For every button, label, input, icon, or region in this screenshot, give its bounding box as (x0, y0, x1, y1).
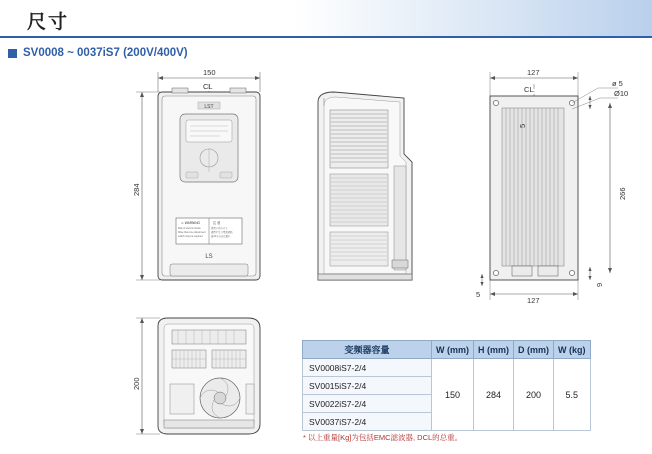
svg-text:LST: LST (204, 104, 214, 110)
table-header-row (303, 341, 591, 359)
svg-text:感電の恐れあり: 感電の恐れあり (211, 227, 228, 230)
rear-view-hole-dim-2: Ø10 (614, 89, 629, 98)
cell-w-kg: 5.5 (554, 359, 591, 431)
col-header-w-mm: W (mm) (432, 341, 474, 359)
table-footnote: * 以上重量[Kg]为包括EMC滤波器, DCL的总重。 (303, 433, 463, 442)
front-view-height-dim: 284 (132, 183, 141, 196)
subtitle-marker-icon (8, 49, 17, 58)
section-subtitle (8, 47, 188, 59)
header-accent-bar (0, 0, 6, 36)
page-header (0, 0, 652, 38)
rear-view-drawing (460, 62, 640, 302)
cell-d-mm: 200 (514, 359, 554, 431)
cell-model-2: SV0022iS7-2/4 (303, 395, 432, 413)
rear-view-top-offset-dim: 5 (518, 123, 527, 128)
front-view-drawing (120, 62, 290, 292)
svg-text:注 意: 注 意 (213, 221, 221, 225)
top-view-depth-dim: 200 (132, 377, 141, 390)
col-header-w-kg: W (kg) (554, 341, 591, 359)
svg-text:通電中及び電源遮断: 通電中及び電源遮断 (211, 231, 233, 234)
subtitle-label: SV0008 ~ 0037iS7 (200V/400V) (23, 47, 188, 59)
svg-text:後10分以内は触れ: 後10分以内は触れ (211, 235, 231, 238)
svg-text:LS: LS (205, 254, 213, 260)
spec-table (302, 340, 591, 431)
col-header-d-mm: D (mm) (514, 341, 554, 359)
col-header-capacity: 变频器容量 (303, 341, 432, 359)
svg-text:switch may be required.: switch may be required. (178, 235, 204, 238)
side-view-drawing (300, 62, 440, 292)
cell-w-mm: 150 (432, 359, 474, 431)
cell-h-mm: 284 (474, 359, 514, 431)
rear-view-hole-dim-1: ø 5 (612, 79, 623, 88)
rear-view-bottom-width-dim: 127 (527, 296, 540, 305)
page-title: 尺寸 (27, 12, 70, 33)
front-view-width-dim: 150 (203, 68, 216, 77)
svg-text:Risk of electric shock.: Risk of electric shock. (178, 227, 202, 230)
rear-view-height-dim: 266 (618, 187, 627, 200)
svg-text:⚠ WARNING: ⚠ WARNING (181, 221, 201, 225)
rear-view-bottom-offset-right-dim: 9 (595, 282, 604, 287)
rear-view-bottom-offset-left-dim: 5 (476, 290, 481, 299)
cell-model-0: SV0008iS7-2/4 (303, 359, 432, 377)
cell-model-1: SV0015iS7-2/4 (303, 377, 432, 395)
table-row (303, 359, 591, 377)
cell-model-3: SV0037iS7-2/4 (303, 413, 432, 431)
col-header-h-mm: H (mm) (474, 341, 514, 359)
rear-view-width-dim: 127 (527, 68, 540, 77)
svg-text:More than one disconnect: More than one disconnect (178, 231, 206, 234)
rear-view-centerline-label: CL (524, 85, 534, 94)
top-view-drawing (120, 300, 290, 450)
front-view-centerline-label: CL (203, 82, 213, 91)
